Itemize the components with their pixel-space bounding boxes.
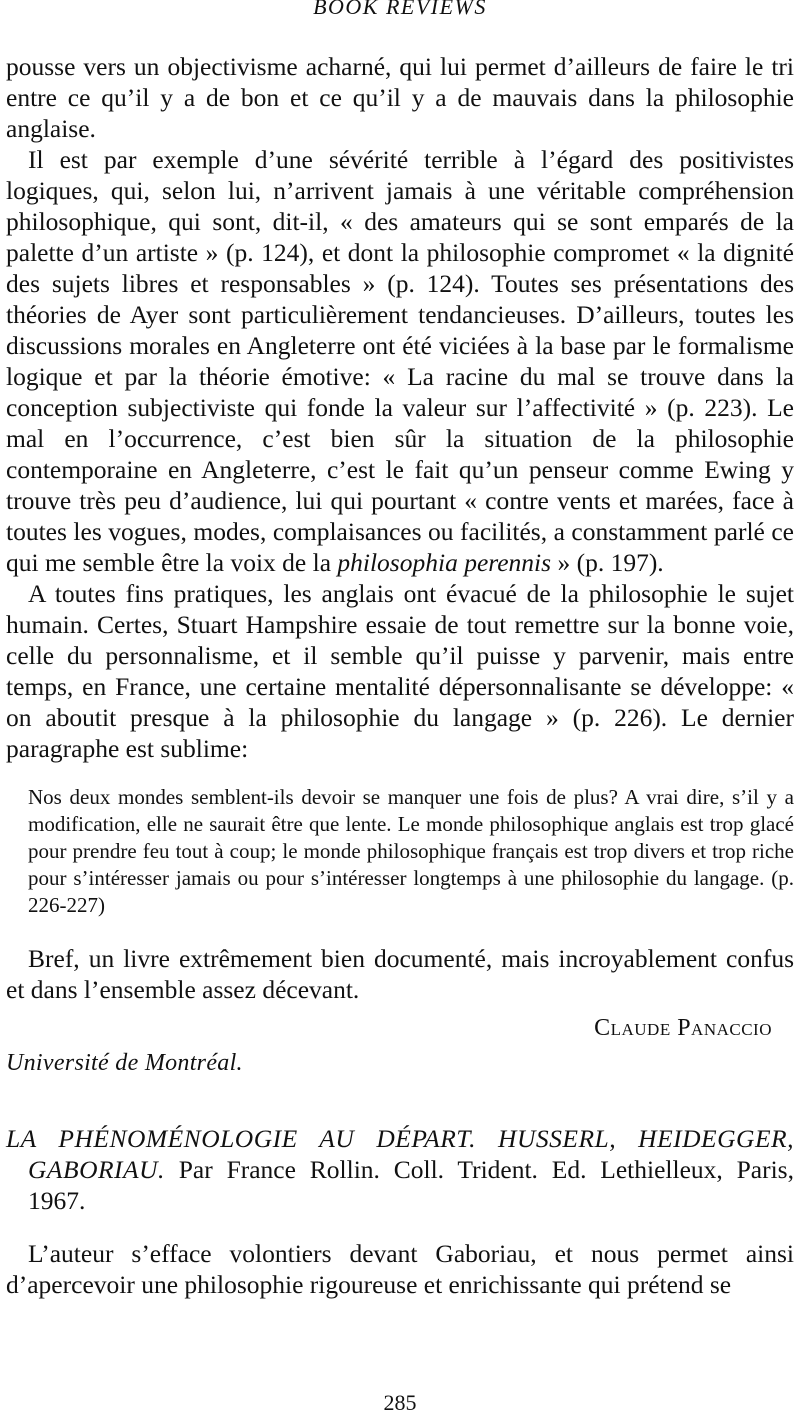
paragraph-2-text: Il est par exemple d’une sévérité terrible à l’égard des positivistes logiques, qui, selon lui, n’arrivent jamais à une véritable compréhension philosophique, qui sont, dit-il, « des amateurs qui se sont emparés de la palette d’un artiste » (p. 124), et dont la philosophie compromet « la dignité des sujets libres et responsables » (p. 124). Toutes ses présentations des théories de Ayer sont particulièrement tendancieuses. D’ailleurs, toutes les discussions morales en Angleterre ont été viciées à la base par le formalisme logique et par la théorie émotive: « La racine du mal se trouve dans la conception subjectiviste qui fonde la valeur sur l’affectivité » (p. 223). Le mal en l’occurrence, c’est bien sûr la situation de la philosophie contemporaine en Angleterre, c’est le fait qu’un penseur comme Ewing y trouve très peu d’audience, lui qui pourtant « contre vents et marées, face à toutes les vogues, modes, complaisances ou facilités, a constamment parlé ce qui me semble être la voix de la: [6, 145, 794, 577]
conclusion: [6, 943, 794, 1005]
page: [6, 0, 794, 1300]
next-review-opening: L’auteur s’efface volontiers devant Gaboriau, et nous permet ainsi d’apercevoir une philosophie rigoureuse et enrichissante qui prétend se: [6, 1239, 794, 1299]
next-review-body: [6, 1238, 794, 1300]
paragraph-2-italic: philosophia perennis: [337, 548, 552, 577]
running-head: BOOK REVIEWS: [313, 0, 487, 19]
review-body: [6, 51, 794, 764]
reviewer-affiliation: Université de Montréal.: [6, 1050, 243, 1076]
book-title: LA PHÉNOMÉNOLOGIE AU DÉPART. HUSSERL, HEIDEGGER, GABORIAU.: [6, 1124, 794, 1184]
block-quote: Nos deux mondes semblent-ils devoir se manquer une fois de plus? A vrai dire, s’il y a modification, elle ne saurait être que lente. Le monde philosophique anglais est trop glacé pour prendre feu tout à coup; le monde philosophique français est trop divers et trop riche pour s’intéresser jamais ou pour s’intéresser longtemps à une philosophie du langage. (p. 226-227): [28, 785, 794, 917]
book-details: Par France Rollin. Coll. Trident. Ed. Lethielleux, Paris, 1967.: [28, 1155, 794, 1215]
paragraph-4: Bref, un livre extrêmement bien documenté, mais incroyablement confus et dans l’ensemble assez décevant.: [6, 944, 794, 1004]
paragraph-2: [6, 144, 794, 578]
reviewer-name: Claude Panaccio: [594, 1015, 772, 1041]
paragraph-1: pousse vers un objectivisme acharné, qui lui permet d’ailleurs de faire le tri entre ce qu’il y a de bon et ce qu’il y a de mauvais dans la philosophie anglaise.: [6, 52, 794, 143]
paragraph-3: A toutes fins pratiques, les anglais ont évacué de la philosophie le sujet humain. Certes, Stuart Hampshire essaie de tout remettre sur la bonne voie, celle du personnalisme, et il semble qu’il puisse y parvenir, mais entre temps, en France, une certaine mentalité dépersonnalisante se développe: « on aboutit presque à la philosophie du langage » (p. 226). Le dernier paragraphe est sublime:: [6, 579, 794, 763]
paragraph-2-end: » (p. 197).: [551, 548, 664, 577]
book-entry: [6, 1123, 794, 1216]
page-number: 285: [383, 1390, 417, 1415]
